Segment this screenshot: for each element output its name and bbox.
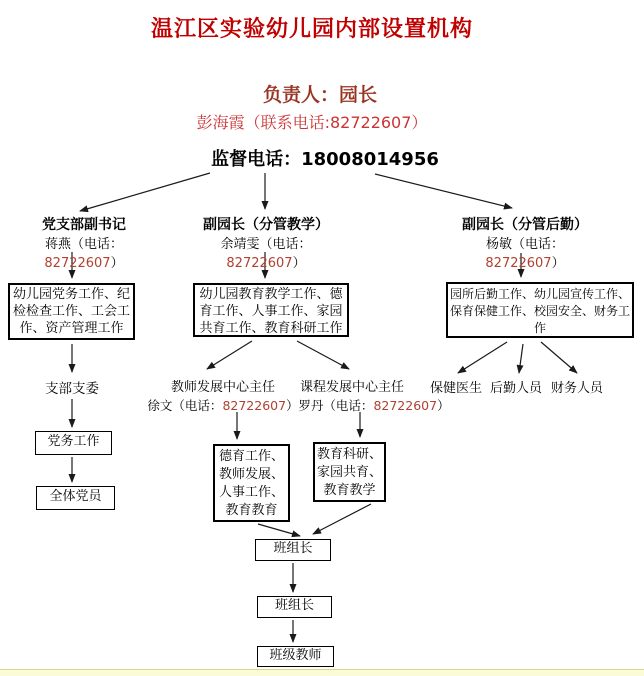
contact-teacher-dev-name: 徐文（电话： xyxy=(147,398,223,413)
contact-party xyxy=(6,233,162,271)
duty-box-logistics: 园所后勤工作、幼儿园宣传工作、保育保健工作、校园安全、财务工作 xyxy=(446,282,634,338)
center-title-curriculum-dev: 课程发展中心主任 xyxy=(299,380,404,395)
contact-curriculum-dev-suffix: ） xyxy=(437,398,450,413)
role-finance-staff: 财务人员 xyxy=(550,381,603,396)
contact-teacher-dev-suffix: ） xyxy=(286,398,299,413)
contact-party-suffix: ） xyxy=(110,256,124,271)
footer-highlight-strip xyxy=(0,669,644,676)
contact-logistics-phone: 82722607 xyxy=(485,256,552,271)
branch-title-logistics: 副园长（分管后勤） xyxy=(462,217,588,233)
contact-teacher-dev xyxy=(146,396,300,414)
party-work-box: 党务工作 xyxy=(35,431,112,455)
contact-teaching-phone: 82722607 xyxy=(226,256,293,271)
page-title: 温江区实验幼儿园内部设置机构 xyxy=(150,17,473,42)
role-logistics-staff: 后勤人员 xyxy=(489,381,542,396)
supervision-phone-line: 监督电话：18008014956 xyxy=(211,149,439,170)
arrow xyxy=(297,341,349,369)
arrow xyxy=(541,342,577,373)
contact-curriculum-dev-phone: 82722607 xyxy=(373,398,438,413)
duty-box-teaching: 幼儿园教育教学工作、德育工作、人事工作、家园共育工作、教育科研工作 xyxy=(193,283,349,337)
contact-teaching xyxy=(188,233,344,271)
arrow xyxy=(207,341,252,369)
branch-title-party: 党支部副书记 xyxy=(42,217,126,233)
contact-party-phone: 82722607 xyxy=(44,256,111,271)
contact-logistics xyxy=(448,233,602,271)
arrow xyxy=(519,344,523,373)
contact-teaching-name: 余靖雯（电话： xyxy=(220,237,312,252)
class-leader-box-2: 班组长 xyxy=(257,596,332,618)
contact-teacher-dev-phone: 82722607 xyxy=(222,398,287,413)
principal-contact-line: 彭海霞（联系电话:82722607） xyxy=(196,113,428,132)
contact-teaching-suffix: ） xyxy=(292,256,306,271)
branch-title-teaching: 副园长（分管教学） xyxy=(203,217,329,233)
duty-box-curriculum-dev: 教育科研、家园共育、教育教学 xyxy=(313,442,386,502)
center-title-teacher-dev: 教师发展中心主任 xyxy=(170,380,275,395)
class-teachers-box: 班级教师 xyxy=(257,646,334,667)
contact-curriculum-dev xyxy=(298,396,450,414)
duty-box-teacher-dev: 德育工作、教师发展、人事工作、教育教育 xyxy=(213,444,290,522)
contact-party-name: 蒋燕（电话： xyxy=(44,237,123,252)
class-leader-box-1: 班组长 xyxy=(255,539,331,561)
arrow xyxy=(375,174,512,208)
arrow xyxy=(80,173,210,211)
party-committee-label: 支部支委 xyxy=(45,381,99,397)
contact-curriculum-dev-name: 罗丹（电话： xyxy=(298,398,374,413)
role-health-doctor: 保健医生 xyxy=(429,381,482,396)
duty-box-party: 幼儿园党务工作、纪检检查工作、工会工作、资产管理工作 xyxy=(8,283,135,340)
arrow xyxy=(458,342,507,373)
contact-logistics-suffix: ） xyxy=(551,256,565,271)
party-members-box: 全体党员 xyxy=(36,486,115,510)
contact-logistics-name: 杨敏（电话： xyxy=(485,237,564,252)
arrow xyxy=(258,524,300,536)
responsible-line: 负责人：园长 xyxy=(262,84,377,106)
arrow xyxy=(313,504,371,534)
